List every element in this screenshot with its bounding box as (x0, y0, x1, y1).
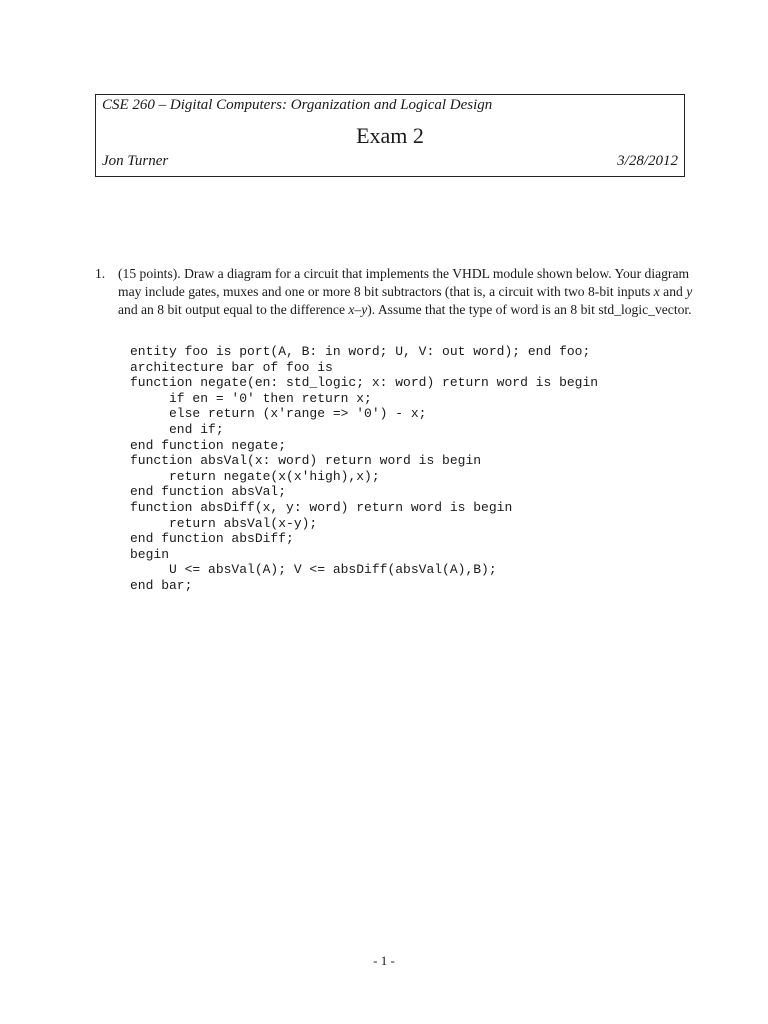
code-line: begin (130, 546, 170, 562)
course-title: CSE 260 – Digital Computers: Organization and Logical Design (102, 97, 493, 113)
code-line: end function absVal; (130, 484, 287, 500)
code-line: end function negate; (130, 437, 287, 453)
question-text-part: (15 points). Draw a diagram for a circuit that implements the VHDL module shown below. Your diagram may include gates, muxes and one or more 8 bit subtractors (that is, a circuit with two 8-bit inputs (118, 266, 690, 299)
question-text-part: and (659, 284, 687, 299)
variable-x: x (653, 284, 660, 299)
variable-y: y (686, 284, 693, 299)
code-line: end function absDiff; (130, 531, 294, 547)
exam-date: 3/28/2012 (617, 153, 678, 169)
code-line: end bar; (130, 577, 193, 593)
question-text-part: ). Assume that the type of word is an 8 bit std_logic_vector. (367, 302, 692, 317)
code-line: return negate(x(x'high),x); (130, 468, 380, 484)
vhdl-code-listing (130, 344, 598, 594)
code-line: architecture bar of foo is (130, 359, 333, 375)
exam-header (95, 94, 685, 177)
exam-title: Exam 2 (356, 123, 424, 148)
difference-expression: x–y (348, 302, 368, 317)
code-line: else return (x'range => '0') - x; (130, 406, 427, 422)
code-line: entity foo is port(A, B: in word; U, V: out word); end foo; (130, 344, 591, 359)
code-line: function absDiff(x, y: word) return word is begin (130, 499, 513, 515)
code-line: end if; (130, 421, 224, 437)
code-line: function negate(en: std_logic; x: word) return word is begin (130, 375, 599, 391)
page-number: - 1 - (373, 953, 395, 968)
code-line: function absVal(x: word) return word is begin (130, 453, 482, 469)
code-line: return absVal(x-y); (130, 515, 318, 531)
code-line: if en = '0' then return x; (130, 390, 372, 406)
question-text-part: and an 8 bit output equal to the difference (118, 302, 349, 317)
question-text (118, 265, 698, 319)
code-line: U <= absVal(A); V <= absDiff(absVal(A),B); (130, 562, 497, 578)
question-number: 1. (95, 266, 106, 281)
author-name: Jon Turner (102, 153, 169, 169)
